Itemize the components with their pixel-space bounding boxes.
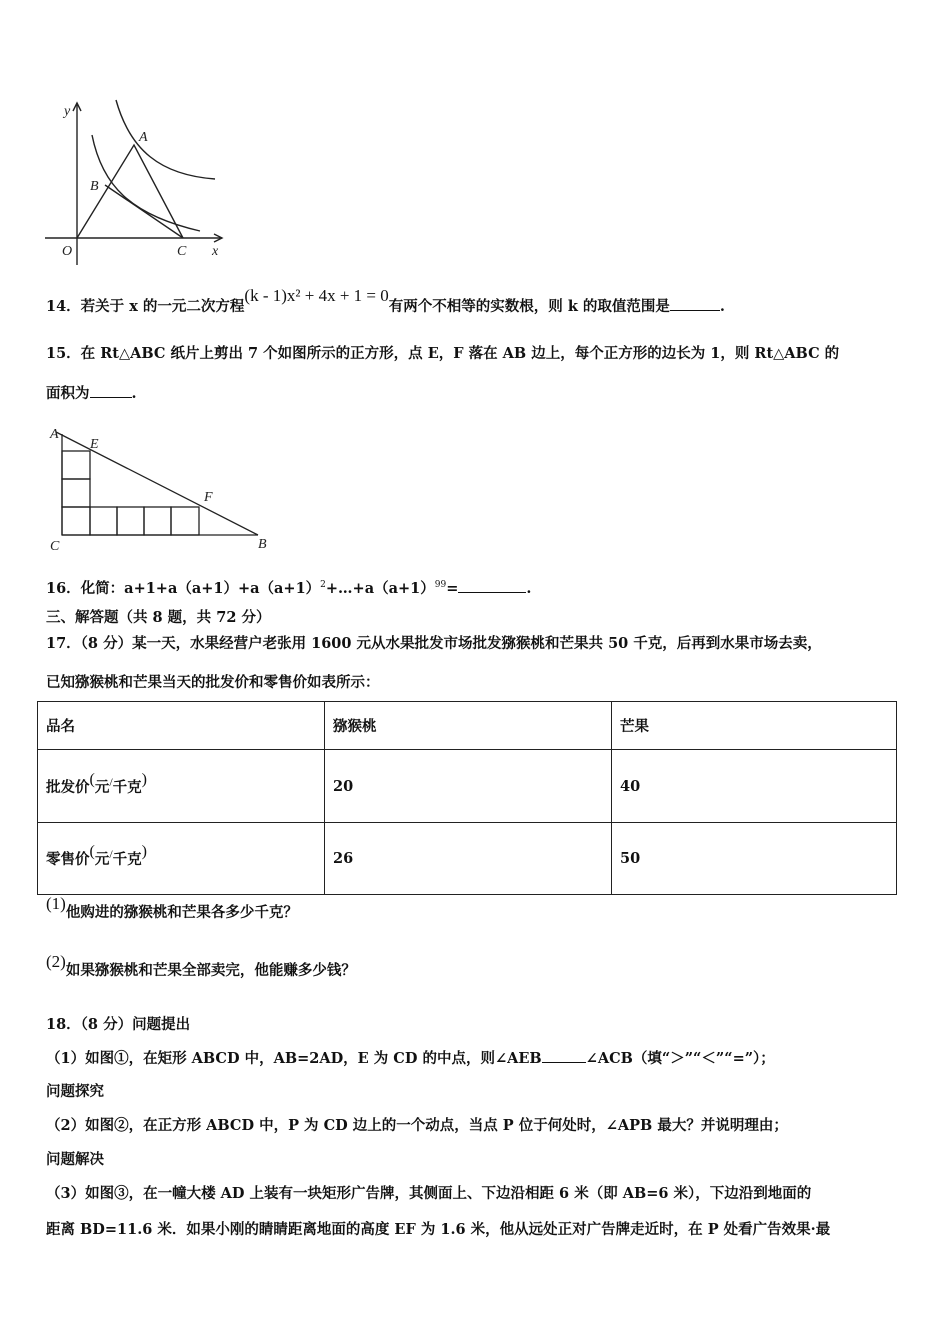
q17-line2: 已知猕猴桃和芒果当天的批发价和零售价如表所示： [46, 674, 380, 691]
label-c: C [50, 539, 60, 554]
label-b: B [258, 537, 267, 552]
unit-close: ) [141, 843, 147, 860]
hyperbola-graph-figure [40, 95, 240, 265]
q14-equation: (k - 1)x² + 4x + 1 = 0 [244, 286, 389, 305]
label-b: B [90, 179, 99, 194]
q18-line5: 距离 BD=11.6 米．如果小刚的睛睛距离地面的高度 EF 为 1.6 米，他从远处正对广告牌走近时，在 P 处看广告效果·最 [46, 1221, 831, 1238]
q17-sub1 [46, 894, 298, 923]
hypotenuse-ab [56, 432, 258, 535]
unit-open: ( [89, 843, 95, 860]
cell-kiwi-wholesale: 20 [325, 750, 612, 823]
square [90, 507, 117, 535]
header-name: 品名 [38, 702, 325, 750]
unit-slash: / [109, 847, 113, 861]
unit-b: 千克 [112, 851, 142, 868]
table-row [38, 750, 897, 823]
q18-line1: 18．（8 分）问题提出 [46, 1016, 191, 1033]
q15-line2 [46, 383, 137, 404]
cell-mango-retail: 50 [612, 823, 897, 895]
unit-b: 千克 [112, 778, 142, 796]
q18-line2 [46, 1048, 775, 1069]
price-table [37, 701, 897, 895]
label-c: C [177, 244, 187, 259]
q18-line2a: （1）如图①，在矩形 ABCD 中，AB=2AD，E 为 CD 的中点，则∠AEB [46, 1050, 542, 1067]
q14-suffix: 有两个不相等的实数根，则 k 的取值范围是 [388, 298, 670, 315]
unit-open: ( [89, 770, 95, 788]
q15-line2-prefix: 面积为 [46, 385, 90, 402]
q16-exponent-2: 2 [320, 580, 326, 590]
row-label-text: 零售价 [46, 851, 90, 868]
q16-end: . [526, 579, 532, 597]
square [62, 451, 90, 479]
q16-mid: +…+a（a+1） [325, 579, 435, 597]
square [171, 507, 199, 535]
q14-prefix: 14．若关于 x 的一元二次方程 [46, 298, 245, 315]
row-label-text: 批发价 [46, 778, 90, 796]
q17-sub2 [46, 952, 356, 981]
square [117, 507, 144, 535]
q14-end: . [719, 298, 725, 315]
label-e: E [90, 437, 99, 452]
q16-exponent-99: 99 [434, 580, 447, 590]
q18-line2b: ∠ACB（填“＞”“＜”“=”）； [585, 1050, 775, 1067]
q15-line1: 15．在 Rt△ABC 纸片上剪出 7 个如图所示的正方形，点 E，F 落在 AB 边上，每个正方形的边长为 1，则 Rt△ABC 的 [46, 345, 840, 362]
cell-mango-wholesale: 40 [612, 750, 897, 823]
row-label [38, 823, 325, 895]
q18-line4: （3）如图③，在一幢大楼 AD 上装有一块矩形广告牌，其侧面上、下边沿相距 6 米（即 AB=6 米），下边沿到地面的 [46, 1185, 812, 1202]
unit-close: ) [141, 770, 147, 788]
segment-bc [105, 185, 183, 238]
header-mango: 芒果 [612, 702, 897, 750]
question-14 [46, 286, 725, 317]
label-x: x [212, 244, 219, 259]
header-kiwi: 猕猴桃 [325, 702, 612, 750]
q16-answer-blank[interactable] [458, 578, 526, 593]
q17-sub1-text: 他购进的猕猴桃和芒果各多少千克？ [65, 904, 298, 921]
q17-line1: 17．（8 分）某一天，水果经营户老张用 1600 元从水果批发市场批发猕猴桃和芒果共 50 千克，后再到水果市场去卖， [46, 635, 822, 652]
q18-line3: （2）如图②，在正方形 ABCD 中，P 为 CD 边上的一个动点，当点 P 位于何处时，∠APB 最大？并说明理由； [46, 1117, 788, 1134]
q15-answer-blank[interactable] [90, 383, 132, 398]
q18-heading3: 问题解决 [46, 1151, 104, 1168]
outer-hyperbola [116, 100, 215, 179]
q15-end: . [131, 385, 137, 402]
table-header-row [38, 702, 897, 750]
square [62, 479, 90, 507]
square [62, 507, 90, 535]
q14-answer-blank[interactable] [670, 296, 720, 311]
q17-sub1-number: (1) [46, 894, 66, 913]
question-16 [46, 575, 531, 599]
inner-hyperbola [92, 135, 200, 231]
label-o: O [62, 244, 73, 259]
label-y: y [64, 104, 71, 119]
unit-slash: / [109, 774, 113, 789]
q16-text: 16．化简：a+1+a（a+1）+a（a+1） [46, 579, 321, 597]
triangle-squares-figure [40, 422, 280, 557]
section-3-title: 三、解答题（共 8 题，共 72 分） [46, 609, 271, 626]
row-label [38, 750, 325, 823]
q16-eq: = [446, 579, 459, 597]
q18-answer-blank[interactable] [542, 1048, 586, 1063]
label-a: A [139, 130, 148, 145]
square [144, 507, 171, 535]
unit-a: 元 [94, 851, 110, 868]
unit-a: 元 [94, 778, 110, 796]
label-f: F [204, 490, 213, 505]
cell-kiwi-retail: 26 [325, 823, 612, 895]
q18-heading2: 问题探究 [46, 1083, 104, 1100]
q17-sub2-number: (2) [46, 952, 66, 971]
label-a: A [50, 427, 59, 442]
q17-sub2-text: 如果猕猴桃和芒果全部卖完，他能赚多少钱？ [65, 962, 356, 979]
table-row [38, 823, 897, 895]
